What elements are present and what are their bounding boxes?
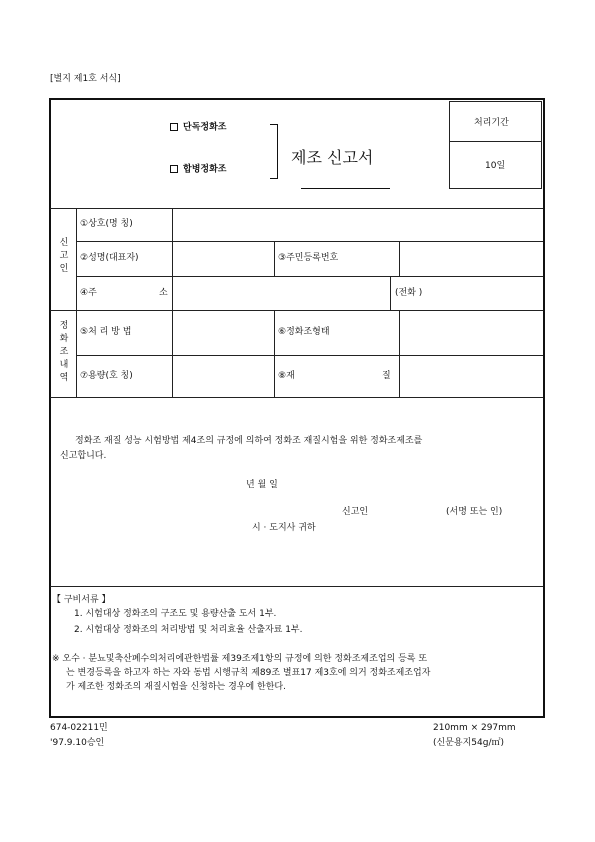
documents-heading: 【 구비서류 】 (52, 595, 111, 605)
reporter-sign-label: 신고인 (342, 507, 369, 517)
septic-type-field[interactable] (401, 312, 541, 354)
row-line (50, 310, 543, 311)
note-line-1: ※ 오수 · 분뇨및축산폐수의처리에관한법률 제39조제1항의 규정에 의한 정화조제조업의 등록 또 (52, 654, 428, 664)
address-field[interactable] (174, 278, 389, 309)
checkbox-icon (170, 123, 178, 131)
row-line (76, 355, 543, 356)
material-label: ⑧재 (278, 371, 295, 381)
address-label-suffix: 소 (159, 288, 168, 298)
processing-period-box (449, 101, 542, 189)
approval-date: '97.9.10승인 (50, 738, 105, 748)
processing-period-value: 10일 (485, 161, 506, 171)
paper-size: 210mm × 297mm (433, 723, 516, 733)
checkbox-icon (170, 165, 178, 173)
business-name-label: ①상호(명 칭) (80, 219, 133, 229)
capacity-label: ⑦용량(호 칭) (80, 371, 133, 381)
section-divider (50, 586, 543, 587)
address-label: ④주 (80, 288, 97, 298)
representative-label: ②성명(대표자) (80, 253, 139, 263)
business-name-field[interactable] (174, 210, 541, 240)
reporter-section-label: 신 고 인 (59, 238, 69, 274)
septic-type-label: ⑥정화조형태 (278, 327, 330, 337)
content-section-label: 정 화 조 내 역 (59, 321, 69, 383)
title-underline (301, 188, 390, 189)
processing-period-label: 처리기간 (474, 118, 509, 128)
note-line-3: 가 제조한 정화조의 재질시험을 신청하는 경우에 한한다. (66, 682, 286, 692)
col-line (76, 208, 77, 397)
col-line (399, 310, 400, 397)
processing-period-divider (449, 141, 542, 142)
col-line (390, 276, 391, 310)
sign-note: (서명 또는 인) (446, 507, 503, 517)
recipient: 시 · 도지사 귀하 (252, 523, 316, 533)
statement-line-2: 신고합니다. (60, 451, 107, 461)
statement-line-1: 정화조 재질 성능 시험방법 제4조의 규정에 의하여 정화조 재질시험을 위한 정화조제조를 (75, 436, 423, 446)
option-label: 합병정화조 (183, 164, 227, 175)
row-line (76, 276, 543, 277)
representative-field[interactable] (174, 243, 273, 275)
report-date: 년 월 일 (246, 480, 278, 490)
row-line (50, 397, 543, 398)
resident-number-label: ③주민등록번호 (278, 253, 339, 263)
col-line (172, 208, 173, 397)
col-line (274, 241, 275, 276)
option-label: 단독정화조 (183, 122, 227, 133)
note-line-2: 는 변경등록을 하고자 하는 자와 동법 시행규칙 제89조 별표17 제3호에 의거 정화조제조업자 (66, 668, 431, 678)
paper-type: (신문용지54g/㎡) (433, 738, 504, 748)
document-item: 2. 시험대상 정화조의 처리방법 및 처리효율 산출자료 1부. (74, 625, 303, 635)
col-line (274, 310, 275, 397)
form-code: 674-02211민 (50, 723, 108, 733)
option-combined-septic[interactable] (170, 165, 226, 175)
table-top-border (50, 208, 543, 209)
form-title: 제조 신고서 (291, 148, 374, 167)
treatment-method-label: ⑤처 리 방 법 (80, 327, 132, 337)
bracket-divider (270, 124, 278, 179)
option-single-septic[interactable] (170, 123, 226, 133)
treatment-method-field[interactable] (174, 312, 273, 354)
material-field[interactable] (401, 357, 541, 396)
col-line (399, 241, 400, 276)
form-label: [별지 제1호 서식] (50, 74, 121, 84)
material-label-suffix: 질 (382, 371, 391, 381)
phone-label: (전화 ) (395, 288, 423, 298)
resident-number-field[interactable] (401, 243, 541, 275)
capacity-field[interactable] (174, 357, 273, 396)
row-line (76, 241, 543, 242)
document-item: 1. 시험대상 정화조의 구조도 및 용량산출 도서 1부. (74, 609, 277, 619)
